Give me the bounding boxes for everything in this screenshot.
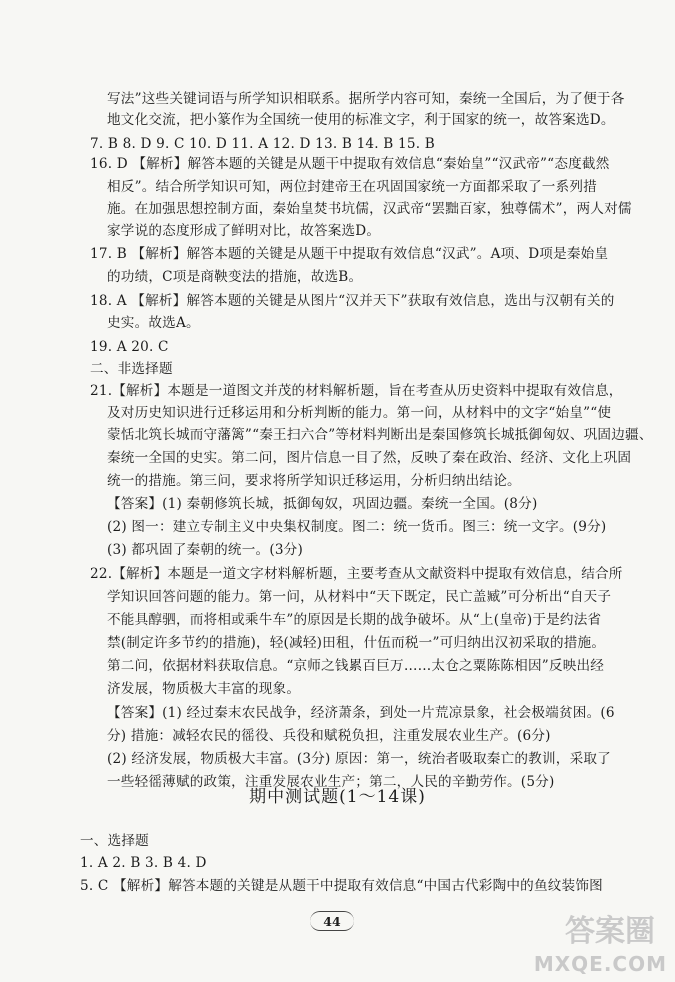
text-line: 禁(制定许多节约的措施)，轻(减轻)田租，什伍而税一”可归纳出汉初采取的措施。	[107, 635, 606, 651]
answer-line: 【答案】(1) 经过秦末农民战争，经济萧条，到处一片荒凉景象，社会极端贫困。(6	[107, 705, 615, 721]
text-line: 相反”。结合所学知识可知，两位封建帝王在巩固国家统一方面都采取了一系列措	[107, 179, 597, 195]
answer-line: 【答案】(1) 秦朝修筑长城，抵御匈奴，巩固边疆。秦统一全国。(8分)	[107, 496, 538, 512]
watermark-logo-text: 答案圈	[565, 914, 655, 949]
text-line: 第二问，依据材料获取信息。“京师之钱累百巨万……太仓之粟陈陈相因”反映出经	[107, 658, 605, 674]
text-line: 16. D 【解析】解答本题的关键是从题干中提取有效信息“秦始皇”“汉武帝”“态度截然	[90, 156, 610, 172]
text-line: 地文化交流，把小篆作为全国统一使用的标准文字，利于国家的统一，故答案选D。	[107, 112, 615, 128]
text-line: 家学说的态度形成了鲜明对比，故答案选D。	[107, 223, 381, 239]
text-line: 17. B 【解析】解答本题的关键是从题干中提取有效信息“汉武”。A项、D项是秦始皇	[90, 246, 609, 262]
text-line: 1. A 2. B 3. B 4. D	[80, 855, 207, 871]
page-number: 44	[310, 911, 354, 931]
answer-line: (2) 经济发展，物质极大丰富。(3分) 原因：第一，统治者吸取秦亡的教训，采取了	[107, 751, 611, 767]
text-line: 史实。故选A。	[107, 315, 200, 331]
watermark	[517, 914, 667, 978]
text-line: 学知识回答问题的能力。第一问，从材料中“天下既定，民亡盖臧”可分析出“自天子	[107, 589, 612, 605]
text-line: 5. C 【解析】解答本题的关键是从题干中提取有效信息“中国古代彩陶中的鱼纹装饰图	[80, 878, 603, 894]
text-line: 写法”这些关键词语与所学知识相联系。据所学内容可知，秦统一全国后，为了便于各	[107, 91, 625, 107]
text-line: 18. A 【解析】解答本题的关键是从图片“汉并天下”获取有效信息，选出与汉朝有关的	[90, 293, 615, 309]
section-title: 期中测试题(1～14课)	[249, 787, 426, 807]
text-line: 济发展，物质极大丰富的现象。	[107, 681, 301, 697]
answer-line: 一些轻徭薄赋的政策，注重发展农业生产；第二，人民的辛勤劳作。(5分)	[107, 774, 555, 790]
text-line: 施。在加强思想控制方面，秦始皇焚书坑儒，汉武帝“罢黜百家，独尊儒术”，两人对儒	[107, 201, 632, 217]
text-line: 19. A 20. C	[90, 339, 169, 355]
watermark-url: MXQE.COM	[533, 952, 667, 976]
text-line: 统一的措施。第三问，要求将所学知识迁移运用，分析归纳出结论。	[107, 473, 521, 489]
text-line: 不能具醇驷，而将相或乘牛车”的原因是长期的战争破坏。从“上(皇帝)于是约法省	[107, 612, 602, 628]
text-line: 及对历史知识进行迁移运用和分析判断的能力。第一问，从材料中的文字“始皇”“使	[107, 405, 612, 421]
text-line: 7. B 8. D 9. C 10. D 11. A 12. D 13. B 14. B 15. B	[90, 136, 435, 152]
section-heading: 一、选择题	[80, 833, 149, 849]
text-line: 21.【解析】本题是一道图文并茂的材料解析题，旨在考查从历史资料中提取有效信息，	[90, 383, 623, 399]
text-line: 的功绩，C项是商鞅变法的措施，故选B。	[107, 269, 363, 285]
answer-line: (3) 都巩固了秦朝的统一。(3分)	[107, 542, 303, 558]
section-heading: 二、非选择题	[90, 361, 173, 377]
answer-line: 分) 措施：减轻农民的徭役、兵役和赋税负担，注重发展农业生产。(6分)	[107, 728, 551, 744]
answer-line: (2) 图一：建立专制主义中央集权制度。图二：统一货币。图三：统一文字。(9分)	[107, 519, 607, 535]
text-line: 秦统一全国的史实。第二问，图片信息一目了然，反映了秦在政治、经济、文化上巩固	[107, 450, 632, 466]
text-line: 蒙恬北筑长城而守藩篱”“秦王扫六合”等材料判断出是秦国修筑长城抵御匈奴、巩固边疆、	[107, 427, 653, 443]
text-line: 22.【解析】本题是一道文字材料解析题，主要考查从文献资料中提取有效信息，结合所	[90, 566, 623, 582]
